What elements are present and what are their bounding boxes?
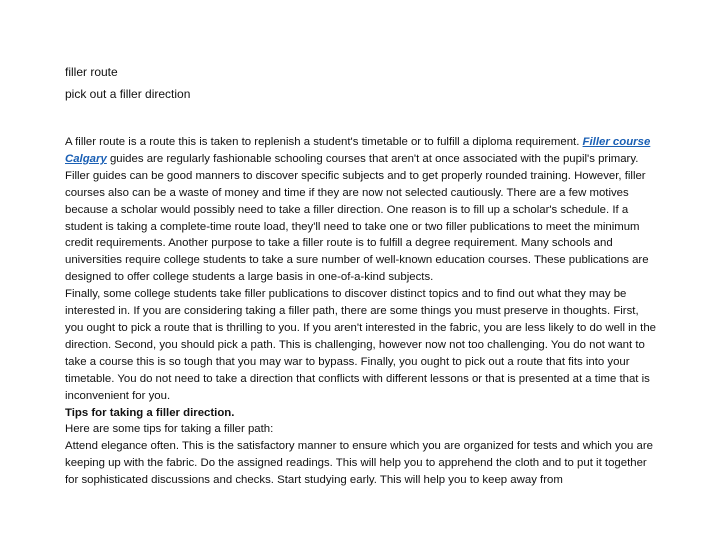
tips-intro: Here are some tips for taking a filler path:	[65, 423, 274, 436]
paragraph-2: Finally, some college students take filler publications to discover distinct topics and to find out what they may be interested in. If you are considering taking a filler path, there are some things you must preserve in thoughts. First, you ought to pick a route that is thrilling to you. If you aren't interested in the fabric, you are less likely to do well in the direction. Second, you should pick a path. This is challenging, however now not too challenging. You do not want to take a course this is so tough that you may war to bypass. Finally, you ought to pick out a route that fits into your timetable. You do not need to take a direction that conflicts with different lessons or that is presented at a time that is inconvenient for you.	[65, 288, 657, 402]
document-page	[65, 64, 660, 489]
filler-course-link[interactable]: Filler course Calgary	[65, 136, 651, 165]
section-heading: Tips for taking a filler direction.	[65, 406, 235, 419]
document-title: filler route	[65, 65, 118, 79]
document-subtitle: pick out a filler direction	[65, 87, 191, 101]
paragraph-1-after-link: guides are regularly fashionable schooling courses that aren't at once associated with the pupil's primary. Filler guides can be good manners to discover specific subjects and to get properly rounded training. However, filler courses also can be a waste of money and time if they are now not selected cautiously. There are a few motives because a scholar would possibly need to take a filler direction. One reason is to fill up a scholar's schedule. If a student is taking a complete-time route load, they'll need to take one or two filler publications to meet the minimum credit requirements. Another purpose to take a filler route is to fulfill a degree requirement. Many schools and universities require college students to take a sure number of well-known education courses. These publications are designed to offer college students a large basis in one-of-a-kind subjects.	[65, 152, 649, 284]
paragraph-1-before-link: A filler route is a route this is taken to replenish a student's timetable or to fulfill a diploma requirement.	[65, 136, 583, 148]
paragraph-3: Attend elegance often. This is the satisfactory manner to ensure which you are organized for tests and which you are keeping up with the fabric. Do the assigned readings. This will help you to apprehend the cloth and to put it together for sophisticated discussions and checks. Start studying early. This will help you to keep away from	[65, 440, 654, 487]
document-body	[65, 134, 660, 489]
paragraph-1	[65, 134, 660, 286]
